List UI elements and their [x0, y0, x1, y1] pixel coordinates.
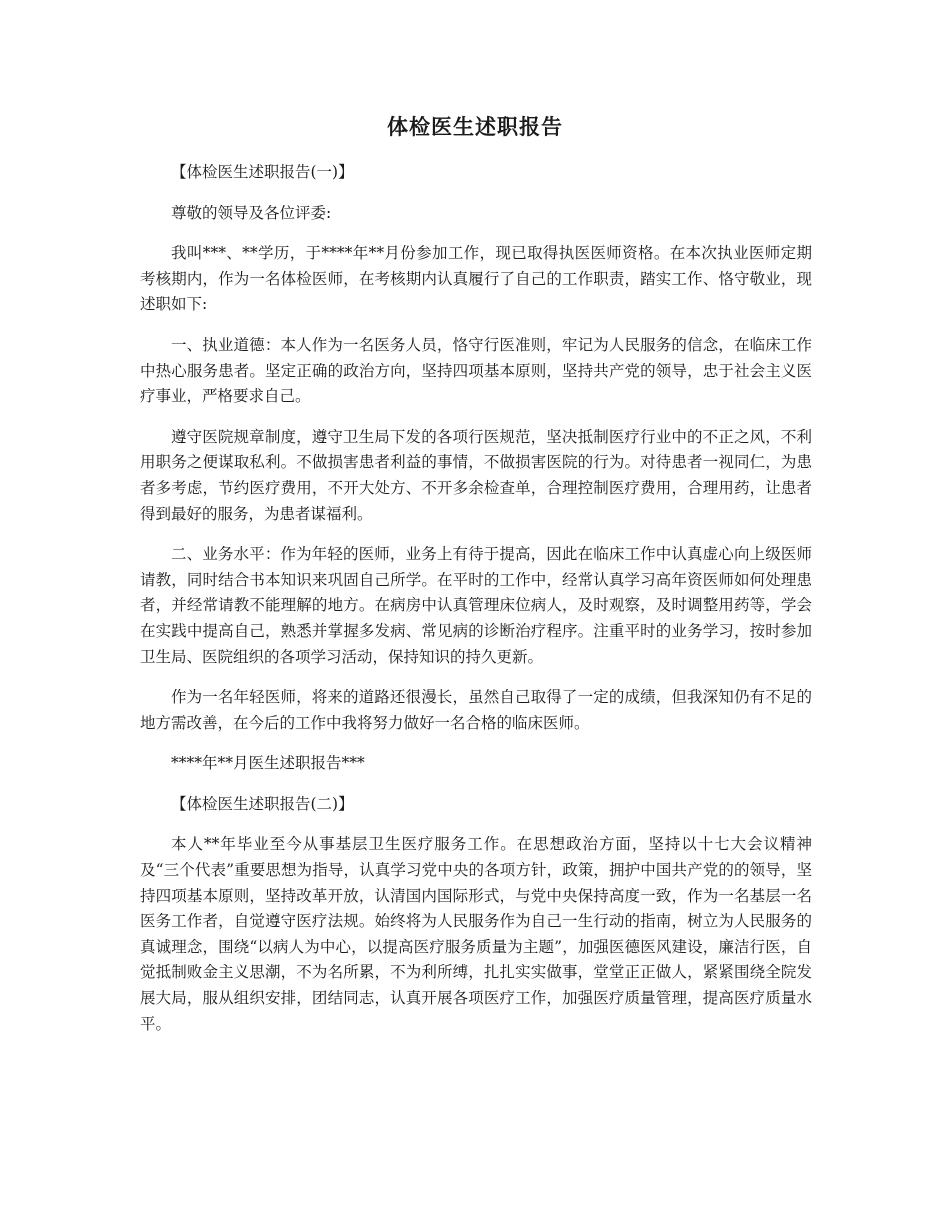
body-paragraph: 二、业务水平：作为年轻的医师，业务上有待于提高，因此在临床工作中认真虚心向上级医师请教，同时结合书本知识来巩固自己所学。在平时的工作中，经常认真学习高年资医师如何处理患者，并经常请教不能理解的地方。在病房中认真管理床位病人，及时观察，及时调整用药等，学会在实践中提高自己，熟悉并掌握多发病、常见病的诊断治疗程序。注重平时的业务学习，按时参加卫生局、医院组织的各项学习活动，保持知识的持久更新。 — [140, 545, 812, 666]
signature-line: ****年**月医生述职报告*** — [171, 754, 365, 773]
section-heading: 【体检医生述职报告(二)】 — [171, 794, 354, 813]
body-paragraph: 一、执业道德：本人作为一名医务人员，恪守行医准则，牢记为人民服务的信念，在临床工作中热心服务患者。坚定正确的政治方向，坚持四项基本原则，坚持共产党的领导，忠于社会主义医疗事业，严格要求自己。 — [140, 335, 812, 406]
section-heading: 【体检医生述职报告(一)】 — [171, 163, 354, 181]
document-body — [140, 160, 812, 1052]
salutation: 尊敬的领导及各位评委: — [171, 203, 332, 222]
document-title: 体检医生述职报告 — [387, 114, 563, 139]
body-paragraph: 本人**年毕业至今从事基层卫生医疗服务工作。在思想政治方面，坚持以十七大会议精神及“三个代表”重要思想为指导，认真学习党中央的各项方针，政策，拥护中国共产党的的领导，坚持四项基本原则，坚持改革开放，认清国内国际形式，与党中央保持高度一致，作为一名基层一名医务工作者，自觉遵守医疗法规。始终将为人民服务作为自己一生行动的指南，树立为人民服务的真诚理念，围绕“以病人为中心，以提高医疗服务质量为主题”，加强医德医风建设，廉洁行医，自觉抵制败金主义思潮，不为名所累，不为利所缚，扎扎实实做事，堂堂正正做人，紧紧围绕全院发展大局，服从组织安排，团结同志，认真开展各项医疗工作，加强医疗质量管理，提高医疗质量水平。 — [140, 835, 812, 1033]
body-paragraph: 作为一名年轻医师，将来的道路还很漫长，虽然自己取得了一定的成绩，但我深知仍有不足的地方需改善，在今后的工作中我将努力做好一名合格的临床医师。 — [140, 688, 812, 732]
body-paragraph: 遵守医院规章制度，遵守卫生局下发的各项行医规范，坚决抵制医疗行业中的不正之风，不利用职务之便谋取私利。不做损害患者利益的事情，不做损害医院的行为。对待患者一视同仁，为患者多考虑，节约医疗费用，不开大处方、不开多余检查单，合理控制医疗费用，合理用药，让患者得到最好的服务，为患者谋福利。 — [140, 427, 812, 523]
body-paragraph: 我叫***、**学历，于****年**月份参加工作，现已取得执医医师资格。在本次执业医师定期考核期内，作为一名体检医师，在考核期内认真履行了自己的工作职责，踏实工作、恪守敬业，现述职如下: — [140, 244, 812, 314]
